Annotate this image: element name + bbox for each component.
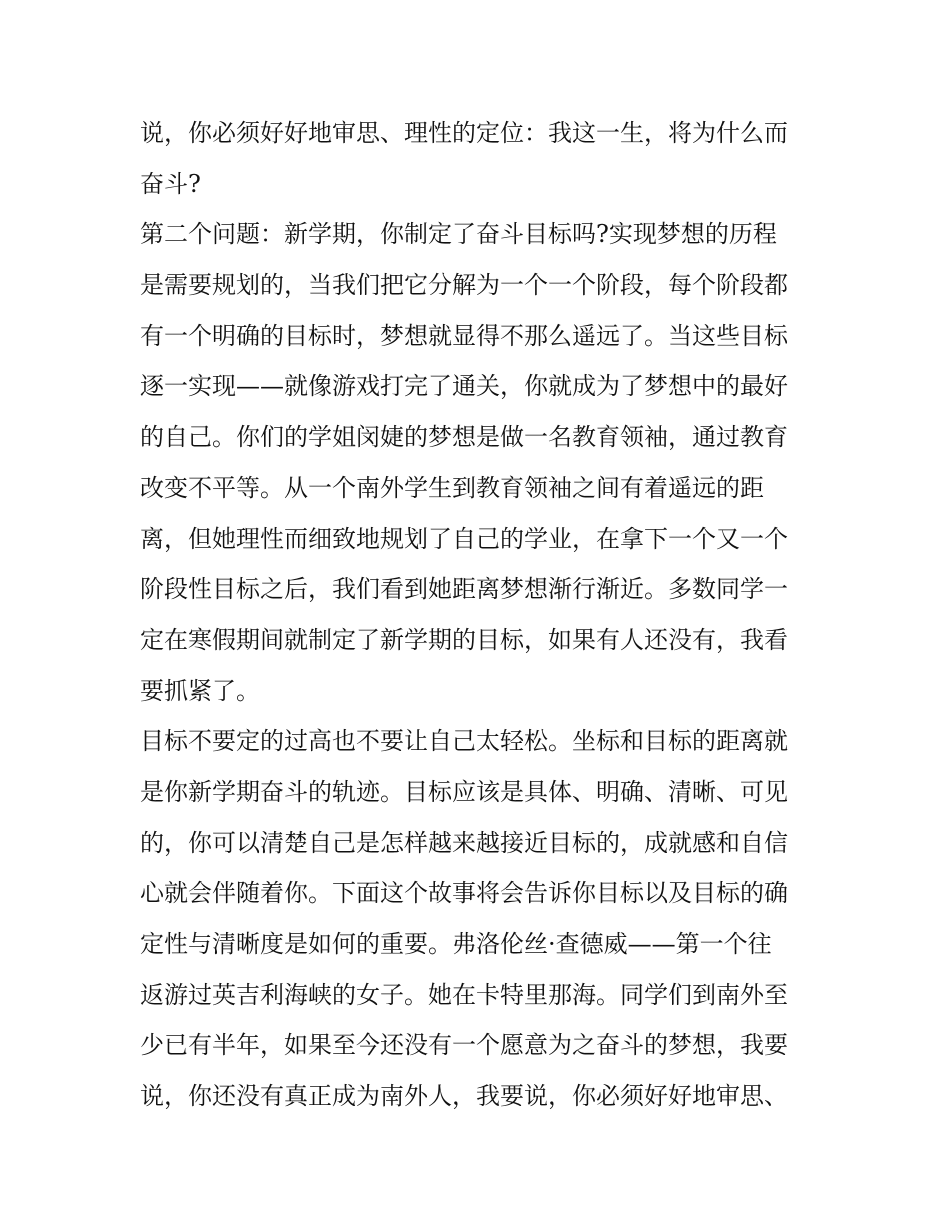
text-line: 心就会伴随着你。下面这个故事将会告诉你目标以及目标的确 [140, 879, 788, 908]
text-line: 离，但她理性而细致地规划了自己的学业，在拿下一个又一个 [140, 524, 788, 553]
text-line: 奋斗? [140, 169, 201, 198]
text-line: 第二个问题：新学期，你制定了奋斗目标吗?实现梦想的历程 [140, 220, 777, 249]
text-line: 定性与清晰度是如何的重要。弗洛伦丝·查德威——第一个往 [140, 930, 772, 958]
text-line: 说，你还没有真正成为南外人，我要说，你必须好好地审思、 [140, 1082, 788, 1111]
text-line: 少已有半年，如果至今还没有一个愿意为之奋斗的梦想，我要 [140, 1031, 788, 1060]
text-line: 是你新学期奋斗的轨迹。目标应该是具体、明确、清晰、可见 [140, 777, 788, 806]
text-line: 逐一实现——就像游戏打完了通关，你就成为了梦想中的最好 [140, 372, 788, 401]
text-line: 说，你必须好好地审思、理性的定位：我这一生，将为什么而 [140, 119, 788, 147]
text-line: 定在寒假期间就制定了新学期的目标，如果有人还没有，我看 [140, 625, 788, 654]
text-line: 改变不平等。从一个南外学生到教育领袖之间有着遥远的距 [140, 473, 764, 502]
text-line: 的自己。你们的学姐闵婕的梦想是做一名教育领袖，通过教育 [140, 423, 788, 452]
text-line: 阶段性目标之后，我们看到她距离梦想渐行渐近。多数同学一 [140, 575, 788, 604]
text-line: 要抓紧了。 [140, 676, 260, 705]
body-text [140, 108, 810, 1122]
text-line: 目标不要定的过高也不要让自己太轻松。坐标和目标的距离就 [140, 727, 788, 756]
text-line: 的，你可以清楚自己是怎样越来越接近目标的，成就感和自信 [140, 828, 788, 857]
text-line: 有一个明确的目标时，梦想就显得不那么遥远了。当这些目标 [140, 321, 788, 350]
text-line: 是需要规划的，当我们把它分解为一个一个阶段，每个阶段都 [140, 271, 788, 300]
text-line: 返游过英吉利海峡的女子。她在卡特里那海。同学们到南外至 [140, 980, 788, 1009]
